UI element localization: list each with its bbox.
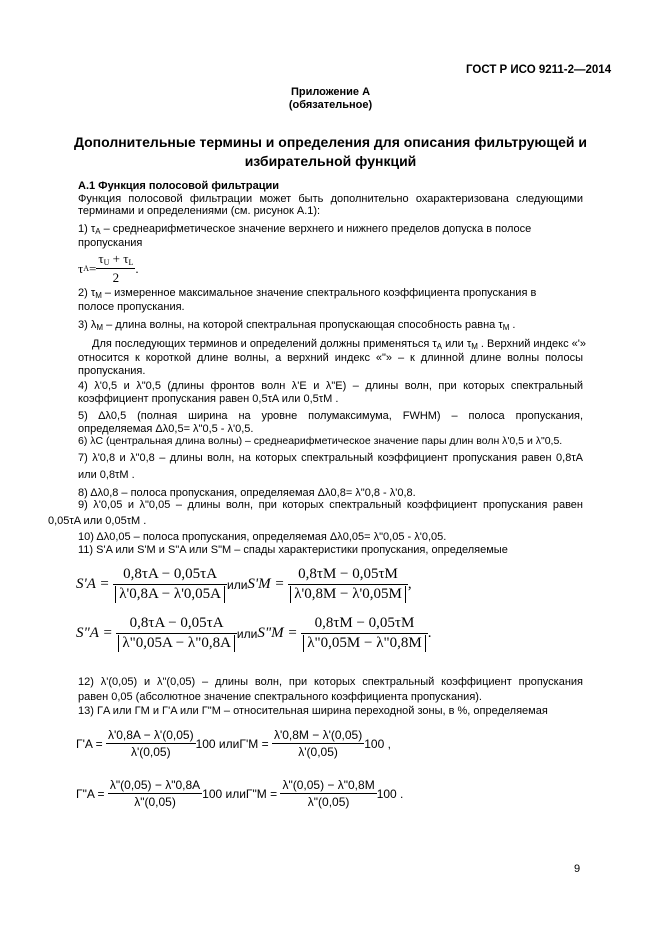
formula-gamma-row-1: Γ'A = $\frac{\lambda'0,8A - \lambda'(0,05)}{\lambda'(0,05)}$ 100 или Γ'M = $\frac{\lambda'0,8M - \lambda'(0,05)}{\lambda'(0,05)}$ 100 , [76,728,391,759]
appendix-name: Приложение А [290,86,371,98]
term-4: 4) λ'0,5 и λ"0,5 (длины фронтов волн λ'E и λ"E) – длины волн, при которых спектральный [78,380,583,392]
paragraph: полосе пропускания. [78,301,185,313]
term-8: 8) Δλ0,8 – полоса пропускания, определяемая Δλ0,8= λ"0,8 - λ'0,8. [78,487,416,499]
term-10: 10) Δλ0,05 – полоса пропускания, определяемая Δλ0,05= λ"0,05 - λ'0,05. [78,531,447,543]
term-1: 1) $\tau_A$ – среднеарифметическое значение верхнего и нижнего пределов допуска в полосе [78,223,532,236]
term-9: 9) λ'0,05 и λ"0,05 – длины волн, при которых спектральный коэффициент пропускания равен [78,499,583,511]
term-9-cont: 0,05τA или 0,05τM . [48,515,147,527]
paragraph: пропускания [78,237,143,249]
term-7: 7) λ'0,8 и λ"0,8 – длины волн, на которых спектральный коэффициент пропускания равен 0,8τA [78,452,583,464]
term-12-cont: равен 0,05 (абсолютное значение спектрального коэффициента пропускания). [78,691,482,703]
appendix-status: (обязательное) [288,99,373,111]
term-5: 5) Δλ0,5 (полная ширина на уровне полумаксимума, FWHM) – полоса пропускания, [78,410,583,422]
section-heading: А.1 Функция полосовой фильтрации [78,180,280,192]
term-6: 6) λC (центральная длина волны) – среднеарифметическое значение пары длин волн λ'0,5 и λ"0,5. [78,435,563,447]
paragraph: относится к короткой длине волны, а верхний индекс «"» – к длинной длине волны полосы [78,352,583,364]
paragraph: пропускания. [78,365,146,377]
term-12: 12) λ'(0,05) и λ"(0,05) – длины волн, при которых спектральный коэффициент пропускания [78,676,583,688]
term-2: 2) $\tau_M$ – измеренное максимальное значение спектрального коэффициента пропускания в [78,287,537,300]
formula-tau-a: τ A = $\frac{\tau_U + \tau_L}{2}$ . [78,251,139,285]
paragraph: Функция полосовой фильтрации может быть дополнительно охарактеризована следующими [78,193,583,205]
page-title-line-1: Дополнительные термины и определения для описания фильтрующей и [73,134,588,150]
page-number: 9 [574,863,581,875]
term-13: 13) ΓA или ΓM и Γ'A или Γ"M – относительная ширина переходной зоны, в %, определяемая [78,705,548,717]
term-3: 3) $\lambda_M$ – длина волны, на которой спектральная пропускающая способность равна $\tau_M$ . [78,319,516,332]
formula-slope-row-2: S"A = $\frac{0,8\tau A - 0,05\tau A}{\lambda"0,05A - \lambda"0,8A}$ или S"M = $\frac{0,8\tau M - 0,05\tau M}{\lambda"0,05M - \lambda"0,8M}$ . [76,615,432,651]
formula-slope-row-1: S'A = $\frac{0,8\tau A - 0,05\tau A}{\lambda'0,8A - \lambda'0,05A}$ или S'M = $\frac{0,8\tau M - 0,05\tau M}{\lambda'0,8M - \lambda'0,05M}$ , [76,566,412,602]
term-7-cont: или 0,8τM . [78,469,135,481]
paragraph: терминами и определениями (см. рисунок А.1): [78,205,321,217]
term-5-cont: определяемая Δλ0,5= λ"0,5 - λ'0,5. [78,423,254,435]
paragraph: Для последующих терминов и определений должны применяться $\tau_A$ или $\tau_M$ . Верхний индекс «'» [92,338,586,351]
page-title-line-2: избирательной функций [244,153,417,169]
term-4-cont: коэффициент пропускания равен 0,5τA или 0,5τM . [78,393,339,405]
formula-gamma-row-2: Γ"A = $\frac{\lambda"(0,05) - \lambda"0,8A}{\lambda"(0,05)}$ 100 или Γ"M = $\frac{\lambda"(0,05) - \lambda"0,8M}{\lambda"(0,05)}$ 100 . [76,778,404,809]
term-11: 11) S'A или S'M и S"A или S"M – спады характеристики пропускания, определяемые [78,544,508,556]
doc-code: ГОСТ Р ИСО 9211-2—2014 [466,64,612,76]
